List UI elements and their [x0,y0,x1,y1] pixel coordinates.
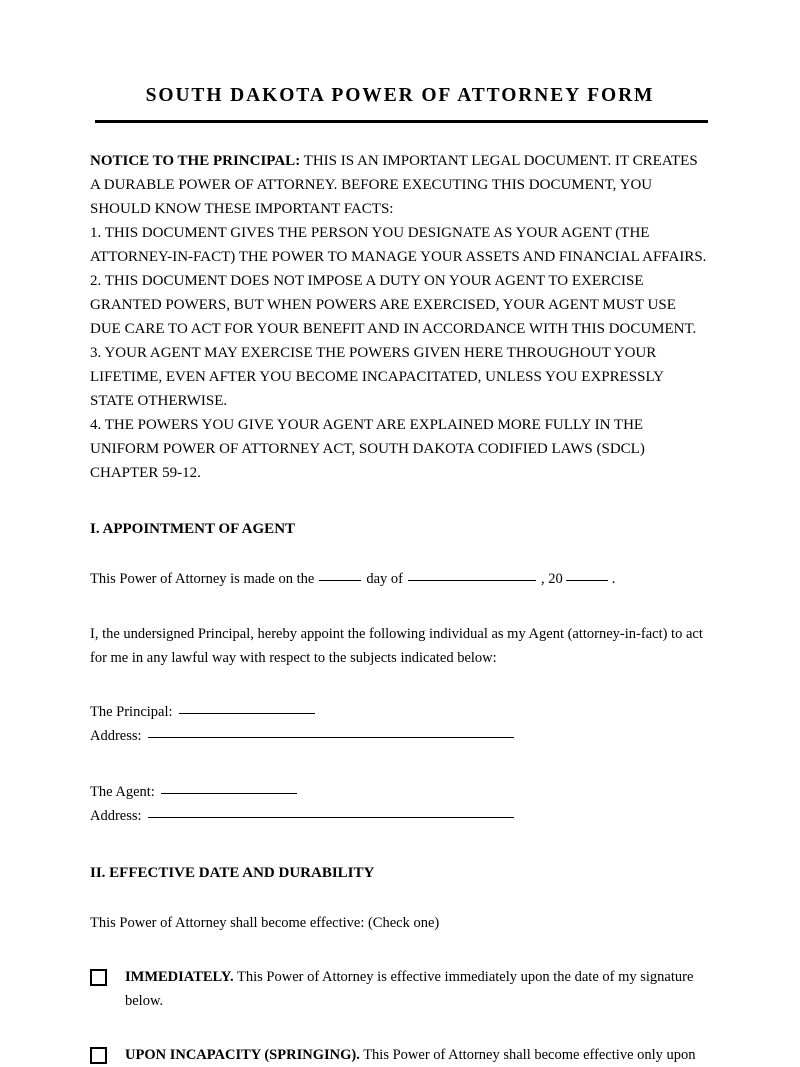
notice-item-2: 2. THIS DOCUMENT DOES NOT IMPOSE A DUTY ON YOUR AGENT TO EXERCISE GRANTED POWERS, BUT WHEN POWERS ARE EXERCISED, YOUR AGENT MUST USE DUE CARE TO ACT FOR YOUR BENEFIT AND IN ACCORDANCE WITH THIS DOCUMENT. [90,273,697,338]
appointment-paragraph: I, the undersigned Principal, hereby appoint the following individual as my Agent (attorney-in-fact) to act for me in any lawful way with respect to the subjects indicated below: [90,626,703,667]
section-heading-effective-date-and-durability: II. EFFECTIVE DATE AND DURABILITY [90,865,375,882]
principal-address-blank[interactable] [148,726,514,738]
principal-field-group [90,700,710,748]
option-upon-incapacity[interactable] [90,1043,710,1067]
date-trailing-period: . [611,571,616,588]
date-day-blank[interactable] [319,569,361,581]
agent-name-blank[interactable] [161,782,297,794]
principal-address-row [90,724,710,748]
date-year-prefix-text: , 20 [540,571,563,588]
page-title: SOUTH DAKOTA POWER OF ATTORNEY FORM [145,85,655,106]
option-upon-incapacity-label: UPON INCAPACITY (SPRINGING). [125,1047,360,1064]
notice-lead-text: THIS IS AN IMPORTANT LEGAL DOCUMENT. IT CREATES A DURABLE POWER OF ATTORNEY. BEFORE EXECUTING THIS DOCUMENT, YOU SHOULD KNOW THESE IMPORTANT FACTS: [90,153,698,218]
checkbox-upon-incapacity[interactable] [90,1047,107,1064]
notice-lead-paragraph [90,149,710,221]
agent-field-group [90,780,710,828]
principal-name-blank[interactable] [179,702,315,714]
agent-name-label: The Agent: [90,784,155,801]
agent-name-row [90,780,710,804]
notice-item-3: 3. YOUR AGENT MAY EXERCISE THE POWERS GIVEN HERE THROUGHOUT YOUR LIFETIME, EVEN AFTER YOU BECOME INCAPACITATED, UNLESS YOU EXPRESSLY STATE OTHERWISE. [90,345,664,410]
option-upon-incapacity-description: This Power of Attorney shall become effective only upon [359,1047,696,1064]
notice-to-principal-block [90,149,710,485]
notice-lead-label: NOTICE TO THE PRINCIPAL: [90,153,301,170]
agent-address-label: Address: [90,808,142,825]
date-day-of-text: day of [366,571,403,588]
principal-name-row [90,700,710,724]
date-year-blank[interactable] [566,569,608,581]
effective-date-intro: This Power of Attorney shall become effective: (Check one) [90,915,440,932]
principal-name-label: The Principal: [90,704,173,721]
option-immediately-description: This Power of Attorney is effective immediately upon the date of my signature below. [125,969,694,1010]
option-immediately[interactable] [90,965,710,1013]
principal-address-label: Address: [90,728,142,745]
notice-item-1: 1. THIS DOCUMENT GIVES THE PERSON YOU DESIGNATE AS YOUR AGENT (THE ATTORNEY-IN-FACT) THE POWER TO MANAGE YOUR ASSETS AND FINANCIAL AFFAIRS. [90,225,707,266]
notice-item-4: 4. THE POWERS YOU GIVE YOUR AGENT ARE EXPLAINED MORE FULLY IN THE UNIFORM POWER OF ATTORNEY ACT, SOUTH DAKOTA CODIFIED LAWS (SDCL) CHAPTER 59-12. [90,417,645,482]
execution-date-line [90,567,710,591]
option-immediately-label: IMMEDIATELY. [125,969,234,986]
option-immediately-text [125,965,710,1013]
section-heading-appointment-of-agent: I. APPOINTMENT OF AGENT [90,521,296,538]
agent-address-blank[interactable] [148,806,514,818]
date-prefix-text: This Power of Attorney is made on the [90,571,315,588]
option-upon-incapacity-text [125,1043,710,1067]
checkbox-immediately[interactable] [90,969,107,986]
date-month-blank[interactable] [408,569,536,581]
agent-address-row [90,804,710,828]
title-divider [95,120,708,123]
